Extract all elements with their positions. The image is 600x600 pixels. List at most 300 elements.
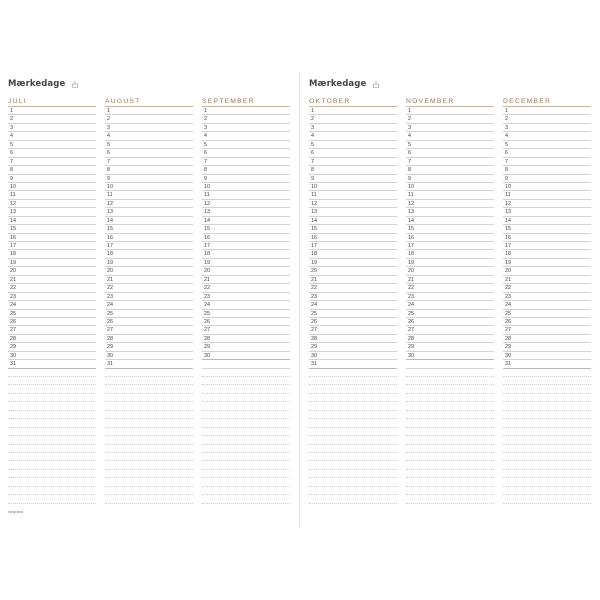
note-line[interactable] — [309, 402, 397, 410]
note-line[interactable] — [503, 495, 591, 503]
brand-footer: mayland — [8, 509, 24, 514]
day-row[interactable]: 23 — [503, 293, 591, 301]
note-line[interactable] — [309, 385, 397, 393]
day-row[interactable]: 23 — [406, 293, 494, 301]
day-row[interactable]: 24 — [105, 301, 193, 309]
day-row[interactable]: 13 — [105, 208, 193, 216]
note-line[interactable] — [309, 461, 397, 469]
day-row[interactable]: 16 — [202, 234, 290, 242]
day-row[interactable]: 16 — [503, 234, 591, 242]
day-row[interactable]: 22 — [202, 284, 290, 292]
day-row[interactable]: 27 — [503, 326, 591, 334]
day-row[interactable]: 23 — [105, 293, 193, 301]
day-row[interactable]: 16 — [105, 234, 193, 242]
note-line[interactable] — [406, 487, 494, 495]
day-row[interactable]: 29 — [503, 343, 591, 351]
day-row[interactable]: 27 — [105, 326, 193, 334]
day-row[interactable]: 6 — [8, 149, 96, 157]
day-row[interactable]: 17 — [503, 242, 591, 250]
note-line[interactable] — [503, 419, 591, 427]
day-row[interactable]: 3 — [202, 124, 290, 132]
note-line[interactable] — [503, 470, 591, 478]
day-row[interactable]: 2 — [406, 115, 494, 123]
day-row[interactable]: 8 — [406, 166, 494, 174]
note-line[interactable] — [202, 436, 290, 444]
note-line[interactable] — [105, 428, 193, 436]
note-line[interactable] — [105, 461, 193, 469]
day-row[interactable]: 21 — [503, 276, 591, 284]
day-row[interactable]: 16 — [8, 234, 96, 242]
day-row[interactable]: 8 — [202, 166, 290, 174]
day-row[interactable]: 24 — [503, 301, 591, 309]
day-row[interactable]: 19 — [8, 259, 96, 267]
note-line[interactable] — [406, 495, 494, 503]
note-line[interactable] — [406, 461, 494, 469]
note-line[interactable] — [406, 436, 494, 444]
day-row[interactable]: 18 — [503, 250, 591, 258]
day-row[interactable]: 28 — [309, 335, 397, 343]
note-line[interactable] — [503, 445, 591, 453]
day-row[interactable]: 20 — [8, 267, 96, 275]
day-row[interactable]: 1 — [105, 107, 193, 115]
day-row[interactable]: 2 — [105, 115, 193, 123]
note-line[interactable] — [406, 377, 494, 385]
day-row[interactable]: 25 — [105, 310, 193, 318]
note-line[interactable] — [503, 411, 591, 419]
day-row[interactable]: 23 — [202, 293, 290, 301]
day-row[interactable]: 10 — [8, 183, 96, 191]
day-row[interactable]: 1 — [309, 107, 397, 115]
day-row[interactable]: 16 — [309, 234, 397, 242]
note-line[interactable] — [406, 419, 494, 427]
note-line[interactable] — [8, 495, 96, 503]
day-row[interactable]: 10 — [309, 183, 397, 191]
day-row[interactable]: 25 — [8, 310, 96, 318]
day-row[interactable]: 15 — [8, 225, 96, 233]
note-line[interactable] — [8, 470, 96, 478]
note-line[interactable] — [105, 385, 193, 393]
day-row[interactable]: 3 — [8, 124, 96, 132]
day-row[interactable]: 9 — [8, 175, 96, 183]
day-row[interactable]: 16 — [406, 234, 494, 242]
day-row[interactable]: 13 — [202, 208, 290, 216]
day-row[interactable]: 17 — [202, 242, 290, 250]
note-line[interactable] — [202, 461, 290, 469]
day-row[interactable]: 18 — [202, 250, 290, 258]
month-column — [202, 97, 290, 504]
day-row[interactable]: 9 — [202, 175, 290, 183]
day-row[interactable]: 1 — [503, 107, 591, 115]
day-row[interactable]: 12 — [309, 200, 397, 208]
day-row[interactable]: 11 — [406, 191, 494, 199]
day-row[interactable]: 3 — [309, 124, 397, 132]
day-row[interactable]: 10 — [202, 183, 290, 191]
day-row[interactable]: 18 — [406, 250, 494, 258]
note-line[interactable] — [8, 436, 96, 444]
month-name: OKTOBER — [309, 98, 351, 105]
day-row[interactable]: 29 — [202, 343, 290, 351]
day-row[interactable]: 25 — [202, 310, 290, 318]
day-row[interactable]: 6 — [105, 149, 193, 157]
note-line[interactable] — [406, 470, 494, 478]
note-line[interactable] — [309, 428, 397, 436]
day-row[interactable]: 10 — [105, 183, 193, 191]
note-line[interactable] — [503, 453, 591, 461]
day-row[interactable]: 5 — [8, 141, 96, 149]
note-line[interactable] — [105, 470, 193, 478]
note-line[interactable] — [309, 394, 397, 402]
day-row[interactable]: 11 — [105, 191, 193, 199]
day-row[interactable]: 9 — [309, 175, 397, 183]
note-line[interactable] — [503, 461, 591, 469]
day-row[interactable]: 2 — [202, 115, 290, 123]
day-row[interactable]: 29 — [105, 343, 193, 351]
day-row[interactable]: 29 — [8, 343, 96, 351]
day-row[interactable]: 22 — [503, 284, 591, 292]
note-line[interactable] — [105, 495, 193, 503]
day-row[interactable]: 24 — [406, 301, 494, 309]
note-line[interactable] — [309, 478, 397, 486]
day-row[interactable]: 21 — [309, 276, 397, 284]
day-row[interactable]: 15 — [202, 225, 290, 233]
day-row[interactable]: 21 — [8, 276, 96, 284]
month-column — [105, 97, 193, 504]
day-row[interactable]: 30 — [406, 352, 494, 360]
day-row[interactable]: 3 — [503, 124, 591, 132]
day-row[interactable]: 6 — [202, 149, 290, 157]
note-line[interactable] — [8, 402, 96, 410]
day-row[interactable]: 20 — [406, 267, 494, 275]
note-line[interactable] — [406, 478, 494, 486]
day-row[interactable]: 1 — [406, 107, 494, 115]
day-row[interactable]: 1 — [8, 107, 96, 115]
day-row[interactable]: 18 — [8, 250, 96, 258]
month-rule — [8, 106, 96, 107]
cake-icon — [372, 80, 380, 88]
empty-row[interactable] — [202, 360, 290, 368]
note-line[interactable] — [105, 487, 193, 495]
day-row[interactable]: 31 — [105, 360, 193, 368]
day-row[interactable]: 30 — [202, 352, 290, 360]
note-line[interactable] — [309, 419, 397, 427]
note-line[interactable] — [8, 411, 96, 419]
day-row[interactable]: 29 — [406, 343, 494, 351]
day-row[interactable]: 12 — [406, 200, 494, 208]
note-line[interactable] — [202, 419, 290, 427]
note-line[interactable] — [8, 461, 96, 469]
day-row[interactable]: 18 — [309, 250, 397, 258]
note-line[interactable] — [503, 394, 591, 402]
day-row[interactable]: 5 — [503, 141, 591, 149]
day-row[interactable]: 7 — [105, 158, 193, 166]
note-line[interactable] — [105, 436, 193, 444]
note-line[interactable] — [105, 445, 193, 453]
day-row[interactable]: 26 — [406, 318, 494, 326]
note-line[interactable] — [105, 394, 193, 402]
left-page — [8, 76, 290, 526]
month-name: DECEMBER — [503, 98, 552, 105]
note-line[interactable] — [202, 402, 290, 410]
page-fold — [299, 72, 300, 528]
day-row[interactable]: 26 — [202, 318, 290, 326]
day-row[interactable]: 4 — [503, 132, 591, 140]
note-line[interactable] — [309, 377, 397, 385]
day-row[interactable]: 2 — [503, 115, 591, 123]
day-row[interactable]: 15 — [309, 225, 397, 233]
day-row[interactable]: 7 — [406, 158, 494, 166]
month-name: NOVEMBER — [406, 98, 455, 105]
day-row[interactable]: 8 — [309, 166, 397, 174]
note-line[interactable] — [105, 478, 193, 486]
day-row[interactable]: 30 — [8, 352, 96, 360]
day-row[interactable]: 8 — [8, 166, 96, 174]
day-row[interactable]: 5 — [202, 141, 290, 149]
day-row[interactable]: 9 — [503, 175, 591, 183]
day-row[interactable]: 7 — [8, 158, 96, 166]
month-name: JULI — [8, 98, 27, 105]
day-row[interactable]: 27 — [8, 326, 96, 334]
day-row[interactable]: 17 — [105, 242, 193, 250]
day-row[interactable]: 2 — [8, 115, 96, 123]
day-row[interactable]: 21 — [105, 276, 193, 284]
day-row[interactable]: 25 — [406, 310, 494, 318]
note-line[interactable] — [309, 445, 397, 453]
note-line[interactable] — [406, 428, 494, 436]
day-row[interactable]: 22 — [105, 284, 193, 292]
day-row[interactable]: 12 — [202, 200, 290, 208]
note-line[interactable] — [202, 385, 290, 393]
note-line[interactable] — [8, 445, 96, 453]
note-line[interactable] — [202, 495, 290, 503]
note-line[interactable] — [406, 402, 494, 410]
day-row[interactable]: 12 — [105, 200, 193, 208]
month-rule — [105, 106, 193, 107]
day-row[interactable]: 20 — [105, 267, 193, 275]
note-line[interactable] — [503, 487, 591, 495]
day-row[interactable]: 13 — [503, 208, 591, 216]
day-row[interactable]: 20 — [202, 267, 290, 275]
note-line[interactable] — [105, 402, 193, 410]
day-row[interactable]: 12 — [8, 200, 96, 208]
day-row[interactable]: 24 — [8, 301, 96, 309]
empty-row[interactable] — [406, 360, 494, 368]
note-line[interactable] — [309, 495, 397, 503]
day-row[interactable]: 26 — [8, 318, 96, 326]
day-row[interactable]: 24 — [202, 301, 290, 309]
day-row[interactable]: 30 — [309, 352, 397, 360]
note-line[interactable] — [503, 478, 591, 486]
day-row[interactable]: 18 — [105, 250, 193, 258]
day-row[interactable]: 21 — [406, 276, 494, 284]
day-row[interactable]: 10 — [406, 183, 494, 191]
day-row[interactable]: 17 — [406, 242, 494, 250]
day-row[interactable]: 28 — [105, 335, 193, 343]
note-line[interactable] — [8, 428, 96, 436]
note-line[interactable] — [8, 487, 96, 495]
day-row[interactable]: 14 — [309, 217, 397, 225]
day-row[interactable]: 9 — [105, 175, 193, 183]
day-row[interactable]: 6 — [309, 149, 397, 157]
note-line[interactable] — [309, 470, 397, 478]
note-line[interactable] — [8, 419, 96, 427]
note-line[interactable] — [8, 478, 96, 486]
day-row[interactable]: 3 — [105, 124, 193, 132]
day-row[interactable]: 11 — [309, 191, 397, 199]
month-column — [8, 97, 96, 504]
day-row[interactable]: 19 — [406, 259, 494, 267]
day-row[interactable]: 15 — [503, 225, 591, 233]
day-row[interactable]: 31 — [8, 360, 96, 368]
day-row[interactable]: 11 — [503, 191, 591, 199]
day-row[interactable]: 26 — [503, 318, 591, 326]
right-page — [309, 76, 591, 526]
day-row[interactable]: 11 — [202, 191, 290, 199]
day-row[interactable]: 30 — [105, 352, 193, 360]
note-line[interactable] — [202, 411, 290, 419]
day-row[interactable]: 5 — [406, 141, 494, 149]
note-line[interactable] — [406, 411, 494, 419]
day-row[interactable]: 14 — [503, 217, 591, 225]
note-line[interactable] — [503, 436, 591, 444]
day-row[interactable]: 31 — [309, 360, 397, 368]
day-row[interactable]: 3 — [406, 124, 494, 132]
day-row[interactable]: 24 — [309, 301, 397, 309]
day-row[interactable]: 10 — [503, 183, 591, 191]
note-line[interactable] — [309, 487, 397, 495]
note-line[interactable] — [503, 377, 591, 385]
note-line[interactable] — [105, 377, 193, 385]
day-row[interactable]: 2 — [309, 115, 397, 123]
day-row[interactable]: 27 — [309, 326, 397, 334]
month-rule — [309, 106, 397, 107]
day-row[interactable]: 5 — [309, 141, 397, 149]
note-line[interactable] — [202, 428, 290, 436]
day-row[interactable]: 9 — [406, 175, 494, 183]
day-row[interactable]: 28 — [503, 335, 591, 343]
note-line[interactable] — [406, 445, 494, 453]
note-line[interactable] — [309, 369, 397, 377]
note-line[interactable] — [202, 369, 290, 377]
day-row[interactable]: 14 — [202, 217, 290, 225]
note-line[interactable] — [202, 478, 290, 486]
note-line[interactable] — [105, 419, 193, 427]
day-row[interactable]: 26 — [309, 318, 397, 326]
day-row[interactable]: 20 — [309, 267, 397, 275]
day-row[interactable]: 7 — [309, 158, 397, 166]
note-line[interactable] — [406, 453, 494, 461]
note-line[interactable] — [202, 453, 290, 461]
day-row[interactable]: 17 — [8, 242, 96, 250]
day-row[interactable]: 13 — [309, 208, 397, 216]
note-line[interactable] — [8, 385, 96, 393]
day-row[interactable]: 5 — [105, 141, 193, 149]
day-row[interactable]: 14 — [105, 217, 193, 225]
note-line[interactable] — [503, 402, 591, 410]
day-row[interactable]: 23 — [309, 293, 397, 301]
day-row[interactable]: 15 — [105, 225, 193, 233]
note-line[interactable] — [202, 377, 290, 385]
note-line[interactable] — [406, 385, 494, 393]
note-line[interactable] — [202, 487, 290, 495]
day-row[interactable]: 26 — [105, 318, 193, 326]
day-row[interactable]: 14 — [406, 217, 494, 225]
day-row[interactable]: 19 — [105, 259, 193, 267]
day-row[interactable]: 8 — [105, 166, 193, 174]
day-row[interactable]: 27 — [406, 326, 494, 334]
note-line[interactable] — [105, 369, 193, 377]
day-row[interactable]: 15 — [406, 225, 494, 233]
day-row[interactable]: 29 — [309, 343, 397, 351]
day-row[interactable]: 17 — [309, 242, 397, 250]
day-row[interactable]: 6 — [406, 149, 494, 157]
day-row[interactable]: 14 — [8, 217, 96, 225]
day-row[interactable]: 19 — [202, 259, 290, 267]
note-line[interactable] — [105, 411, 193, 419]
note-line[interactable] — [309, 411, 397, 419]
day-row[interactable]: 28 — [406, 335, 494, 343]
day-row[interactable]: 21 — [202, 276, 290, 284]
note-line[interactable] — [202, 445, 290, 453]
day-row[interactable]: 22 — [8, 284, 96, 292]
day-row[interactable]: 4 — [8, 132, 96, 140]
day-row[interactable]: 8 — [503, 166, 591, 174]
month-name: SEPTEMBER — [202, 98, 255, 105]
day-row[interactable]: 20 — [503, 267, 591, 275]
day-row[interactable]: 28 — [8, 335, 96, 343]
note-line[interactable] — [503, 428, 591, 436]
day-row[interactable]: 31 — [503, 360, 591, 368]
note-line[interactable] — [202, 470, 290, 478]
day-row[interactable]: 25 — [309, 310, 397, 318]
day-row[interactable]: 22 — [406, 284, 494, 292]
day-row[interactable]: 22 — [309, 284, 397, 292]
day-row[interactable]: 25 — [503, 310, 591, 318]
note-line[interactable] — [105, 453, 193, 461]
day-row[interactable]: 11 — [8, 191, 96, 199]
day-row[interactable]: 13 — [406, 208, 494, 216]
note-line[interactable] — [503, 369, 591, 377]
month-column — [309, 97, 397, 504]
note-line[interactable] — [202, 394, 290, 402]
day-row[interactable]: 4 — [202, 132, 290, 140]
day-row[interactable]: 6 — [503, 149, 591, 157]
note-line[interactable] — [406, 369, 494, 377]
day-row[interactable]: 1 — [202, 107, 290, 115]
day-row[interactable]: 19 — [309, 259, 397, 267]
note-line[interactable] — [406, 394, 494, 402]
day-row[interactable]: 28 — [202, 335, 290, 343]
month-name: AUGUST — [105, 98, 141, 105]
day-row[interactable]: 30 — [503, 352, 591, 360]
day-row[interactable]: 27 — [202, 326, 290, 334]
note-line[interactable] — [503, 385, 591, 393]
day-row[interactable]: 19 — [503, 259, 591, 267]
day-row[interactable]: 7 — [503, 158, 591, 166]
day-row[interactable]: 4 — [406, 132, 494, 140]
note-line[interactable] — [309, 436, 397, 444]
day-row[interactable]: 4 — [309, 132, 397, 140]
day-row[interactable]: 12 — [503, 200, 591, 208]
day-row[interactable]: 13 — [8, 208, 96, 216]
note-line[interactable] — [8, 369, 96, 377]
note-line[interactable] — [8, 394, 96, 402]
day-row[interactable]: 7 — [202, 158, 290, 166]
note-line[interactable] — [309, 453, 397, 461]
note-line[interactable] — [8, 377, 96, 385]
day-row[interactable]: 4 — [105, 132, 193, 140]
day-row[interactable]: 23 — [8, 293, 96, 301]
note-line[interactable] — [8, 453, 96, 461]
